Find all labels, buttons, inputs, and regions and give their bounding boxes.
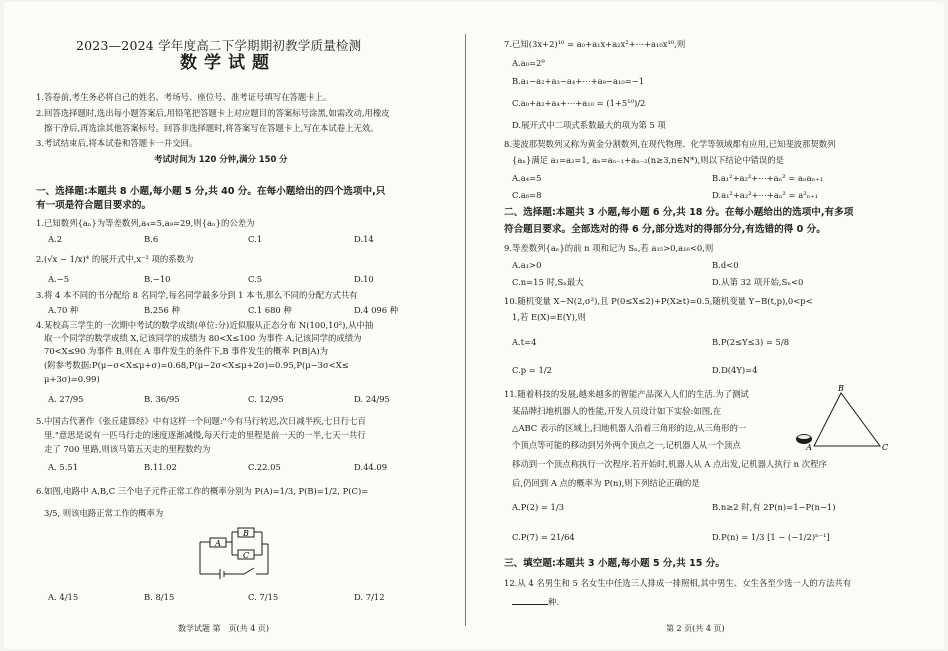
exam-page (4, 2, 944, 649)
q6-line-1: 6.如图,电路中 A,B,C 三个电子元件正常工作的概率分别为 P(A)=1/3, P(B)=1/2, P(C)= (36, 486, 369, 496)
section2-title: 二、选择题:本题共 3 小题,每小题 6 分,共 18 分。在每小题给出的选项中,有多项 (504, 207, 854, 218)
q12-answer-blank[interactable] (512, 596, 548, 605)
q2-option-a: A.−5 (48, 274, 70, 284)
note-1: 1.答卷前,考生务必将自己的姓名、考场号、座位号、准考证号填写在答题卡上。 (36, 92, 332, 102)
time-info: 考试时间为 120 分钟,满分 150 分 (154, 154, 288, 164)
q9-option-c: C.n=15 时,Sₙ最大 (512, 277, 584, 287)
q2-option-d: D.10 (354, 274, 374, 284)
q11-line-1: 11.随着科技的发展,越来越多的智能产品深入人们的生活.为了测试 (504, 389, 749, 399)
q7-option-d: D.展开式中二项式系数最大的项为第 5 项 (512, 120, 666, 130)
q6-line-2: 3/5, 则该电路正常工作的概率为 (44, 508, 164, 518)
q11-option-b: B.n≥2 时,有 2P(n)=1−P(n−1) (712, 502, 836, 512)
q7-option-a: A.a₀=2⁹ (512, 58, 545, 68)
q10-option-b: B.P(2≤Y≤3) = 5/8 (712, 337, 790, 347)
circuit-diagram (196, 522, 306, 584)
q3-option-b: B.256 种 (144, 305, 180, 315)
q6-option-b: B. 8/15 (144, 592, 175, 602)
q3-option-d: D.4 096 种 (354, 305, 399, 315)
q4-line-2: 取一个同学的数学成绩 X,记该同学的成绩为 80<X≤100 为事件 A,记该同学的成绩为 (44, 333, 362, 343)
q3-option-a: A.70 种 (48, 305, 79, 315)
q5-option-b: B.11.02 (144, 462, 177, 472)
element-c-label: C (242, 551, 250, 560)
q1-option-d: D.14 (354, 234, 374, 244)
q6-option-a: A. 4/15 (48, 592, 79, 602)
vertex-b-label: B (838, 384, 844, 393)
q12-line-1: 12.从 4 名男生和 5 名女生中任选三人排成一排照相,其中男生、女生各至少选一人的方法共有 (504, 578, 852, 588)
q4-line-5: μ+3σ)=0.99) (44, 374, 100, 384)
q8-option-c: C.a₆=8 (512, 190, 542, 200)
q5-line-2: 里."意思是说有一匹马行走的速度逐渐减慢,每天行走的里程是前一天的一半,七天一共行 (44, 430, 366, 440)
triangle-diagram (788, 382, 890, 454)
q1-option-c: C.1 (248, 234, 263, 244)
q10-option-a: A.t=4 (512, 337, 537, 347)
exam-title: 2023—2024 学年度高二下学期期初教学质量检测 (76, 38, 362, 53)
section2-title-cont: 符合题目要求。全部选对的得 6 分,部分选对的得部分分,有选错的得 0 分。 (504, 224, 826, 235)
q1-option-a: A.2 (48, 234, 63, 244)
q1-option-b: B.6 (144, 234, 159, 244)
exam-subtitle: 数学试题 (180, 53, 276, 73)
element-b-label: B (243, 529, 249, 538)
q8-line-2: {aₙ}满足 a₁=a₂=1, aₙ=aₙ₋₁+aₙ₋₂(n≥3,n∈N*),则以下结论中错误的是 (512, 155, 784, 165)
q4-option-a: A. 27/95 (48, 394, 84, 404)
q11-line-3: △ABC 表示的区域上,扫地机器人沿着三角形的边,从三角形的一 (512, 423, 747, 433)
vertex-c-label: C (882, 443, 889, 452)
q5-option-d: D.44.09 (354, 462, 388, 472)
q9-stem: 9.等差数列{aₙ}的前 n 项和记为 Sₙ,若 a₁₅>0,a₁₆<0,则 (504, 243, 714, 253)
q11-option-c: C.P(7) = 21/64 (512, 532, 575, 542)
q4-option-d: D. 24/95 (354, 394, 390, 404)
element-a-label: A (215, 539, 221, 548)
section3-title: 三、填空题:本题共 3 小题,每小题 5 分,共 15 分。 (504, 558, 725, 569)
q9-option-b: B.d<0 (712, 260, 739, 270)
q2-option-c: C.5 (248, 274, 263, 284)
q5-line-1: 5.中国古代著作《张丘建算经》中有这样一个问题:"今有马行转迟,次日减半疾,七日行七百 (36, 416, 366, 426)
q5-option-a: A. 5.51 (48, 462, 79, 472)
q4-line-1: 4.某校高三学生的一次期中考试的数学成绩(单位:分)近似服从正态分布 N(100,10²),从中抽 (36, 320, 374, 330)
q10-line-2: 1,若 E(X)=E(Y),则 (512, 312, 586, 322)
q8-option-d: D.a₁²+a₂²+⋯+aₙ² = a²ₙ₊₁ (712, 190, 818, 200)
q2-option-b: B.−10 (144, 274, 171, 284)
q8-option-b: B.a₁²+a₂²+⋯+aₙ² = aₙaₙ₊₁ (712, 173, 823, 183)
q7-option-c: C.a₀+a₂+a₄+⋯+a₁₀ = (1+5¹⁰)/2 (512, 98, 646, 108)
q7-stem: 7.已知(3x+2)¹⁰ = a₀+a₁x+a₂x²+⋯+a₁₀x¹⁰,则 (504, 39, 686, 49)
vertex-a-label: A (806, 443, 812, 452)
q3-stem: 3.将 4 本不同的书分配给 8 名同学,每名同学最多分到 1 本书,那么不同的分配方式共有 (36, 290, 358, 300)
q1-stem: 1.已知数列{aₙ}为等差数列,a₄=5,a₉=29,则{aₙ}的公差为 (36, 218, 255, 228)
q5-option-c: C.22.05 (248, 462, 281, 472)
q3-option-c: C.1 680 种 (248, 305, 292, 315)
q4-line-4: (附参考数据:P(μ−σ<X≤μ+σ)=0.68,P(μ−2σ<X≤μ+2σ)=0.95,P(μ−3σ<X≤ (44, 360, 349, 370)
q8-option-a: A.a₄=5 (512, 173, 542, 183)
q7-option-b: B.a₁−a₂+a₃−a₄+⋯+a₉−a₁₀=−1 (512, 76, 645, 86)
q11-line-6: 后,仍回到 A 点的概率为 P(n),则下列结论正确的是 (512, 478, 700, 488)
triangle-abc (814, 393, 880, 446)
q4-line-3: 70<X≤90 为事件 B,则在 A 事件发生的条件下,B 事件发生的概率 P(B|A)为 (44, 346, 329, 356)
q9-option-a: A.a₁>0 (512, 260, 542, 270)
section1-title: 一、选择题:本题共 8 小题,每小题 5 分,共 40 分。在每小题给出的四个选项中,只 (36, 186, 386, 197)
note-2-cont: 擦干净后,再选涂其他答案标号。回答非选择题时,将答案写在答题卡上,写在本试卷上无效。 (44, 123, 379, 133)
q6-option-c: C. 7/15 (248, 592, 279, 602)
robot-icon-top (798, 435, 810, 439)
q4-option-c: C. 12/95 (248, 394, 284, 404)
q12-line-2 (512, 596, 559, 608)
note-3: 3.考试结束后,将本试卷和答题卡一并交回。 (36, 138, 198, 148)
q2-stem: 2.(√x − 1/x)⁴ 的展开式中,x⁻² 项的系数为 (36, 254, 194, 264)
footer-left: 数学试题 第 页(共 4 页) (178, 624, 269, 633)
q11-option-a: A.P(2) = 1/3 (512, 502, 565, 512)
q6-option-d: D. 7/12 (354, 592, 385, 602)
q12-line-2-suffix: 种. (548, 597, 560, 607)
q11-option-d: D.P(n) = 1/3 [1 − (−1/2)ⁿ⁻¹] (712, 532, 830, 542)
section1-title-cont: 有一项是符合题目要求的。 (36, 200, 152, 211)
q9-option-d: D.从第 32 项开始,Sₙ<0 (712, 277, 804, 287)
note-2: 2.回答选择题时,选出每小题答案后,用铅笔把答题卡上对应题目的答案标号涂黑,如需改动,用橡皮 (36, 108, 390, 118)
column-divider (465, 34, 466, 626)
q4-option-b: B. 36/95 (144, 394, 180, 404)
footer-right: 第 2 页(共 4 页) (666, 624, 725, 633)
q10-option-d: D.D(4Y)=4 (712, 365, 758, 375)
q10-line-1: 10.随机变量 X~N(2,σ²),且 P(0≤X≤2)+P(X≥t)=0.5,随机变量 Y~B(t,p),0<p< (504, 296, 813, 306)
switch-lever (244, 568, 254, 574)
q5-line-3: 走了 700 里路,则该马第五天走的里程数约为 (44, 444, 211, 454)
q11-line-4: 个顶点等可能的移动到另外两个顶点之一,记机器人从一个顶点 (512, 440, 741, 450)
q11-line-2: 某品牌扫地机器人的性能,开发人员设计如下实验:如图,在 (512, 406, 722, 416)
q11-line-5: 移动到一个顶点称执行一次程序.若开始时,机器人从 A 点出发,记机器人执行 n 次程序 (512, 459, 827, 469)
q8-line-1: 8.斐波那契数列又称为黄金分割数列,在现代物理、化学等领域都有应用,已知斐波那契数列 (504, 139, 836, 149)
q10-option-c: C.p = 1/2 (512, 365, 552, 375)
